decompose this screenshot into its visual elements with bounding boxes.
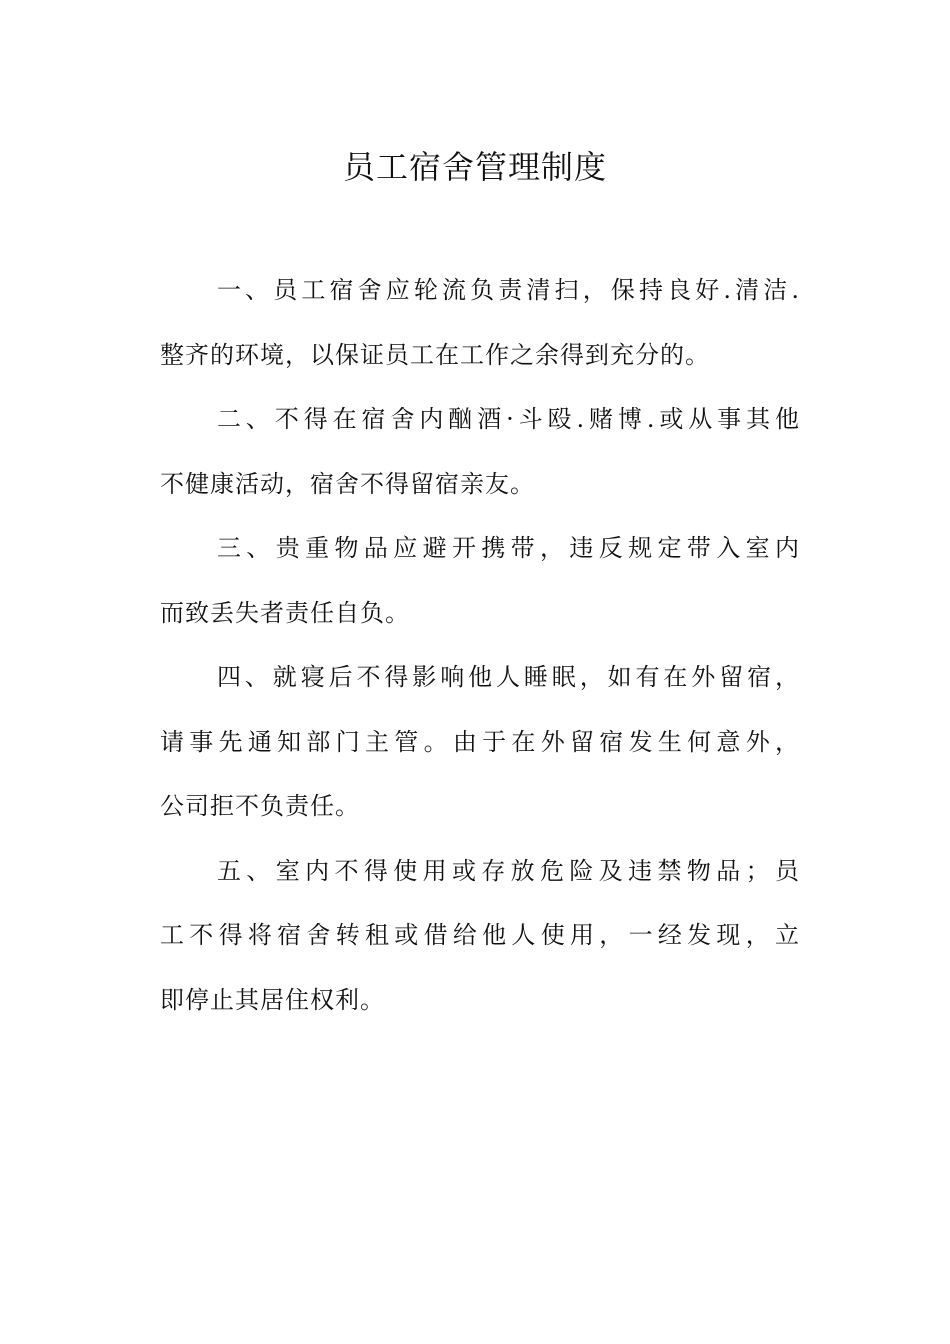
document-title: 员工宿舍管理制度 [342, 148, 607, 186]
paragraph-line: 而致丢失者责任自负。 [160, 598, 410, 627]
paragraph-line: 工不得将宿舍转租或借给他人使用，一经发现，立 [160, 921, 800, 949]
paragraph-4 [160, 645, 800, 839]
paragraph-5 [160, 839, 800, 1033]
paragraph-line: 一、员工宿舍应轮流负责清扫，保持良好.清洁. [217, 276, 800, 304]
paragraph-line: 整齐的环境，以保证员工在工作之余得到充分的。 [160, 340, 710, 369]
paragraph-line: 请事先通知部门主管。由于在外留宿发生何意外， [160, 727, 800, 756]
paragraph-line: 不健康活动，宿舍不得留宿亲友。 [160, 469, 535, 498]
paragraph-line: 二、不得在宿舍内酗酒·斗殴.赌博.或从事其他 [217, 405, 800, 433]
paragraph-line: 公司拒不负责任。 [160, 792, 360, 820]
paragraph-2 [160, 387, 800, 516]
paragraph-line: 即停止其居住权利。 [160, 985, 385, 1014]
paragraph-1 [160, 258, 800, 387]
paragraph-line: 五、室内不得使用或存放危险及违禁物品；员 [217, 856, 800, 885]
document-body [160, 258, 800, 1032]
paragraph-line: 三、贵重物品应避开携带，违反规定带入室内 [217, 534, 800, 562]
paragraph-line: 四、就寝后不得影响他人睡眠，如有在外留宿， [217, 663, 800, 691]
paragraph-3 [160, 516, 800, 645]
